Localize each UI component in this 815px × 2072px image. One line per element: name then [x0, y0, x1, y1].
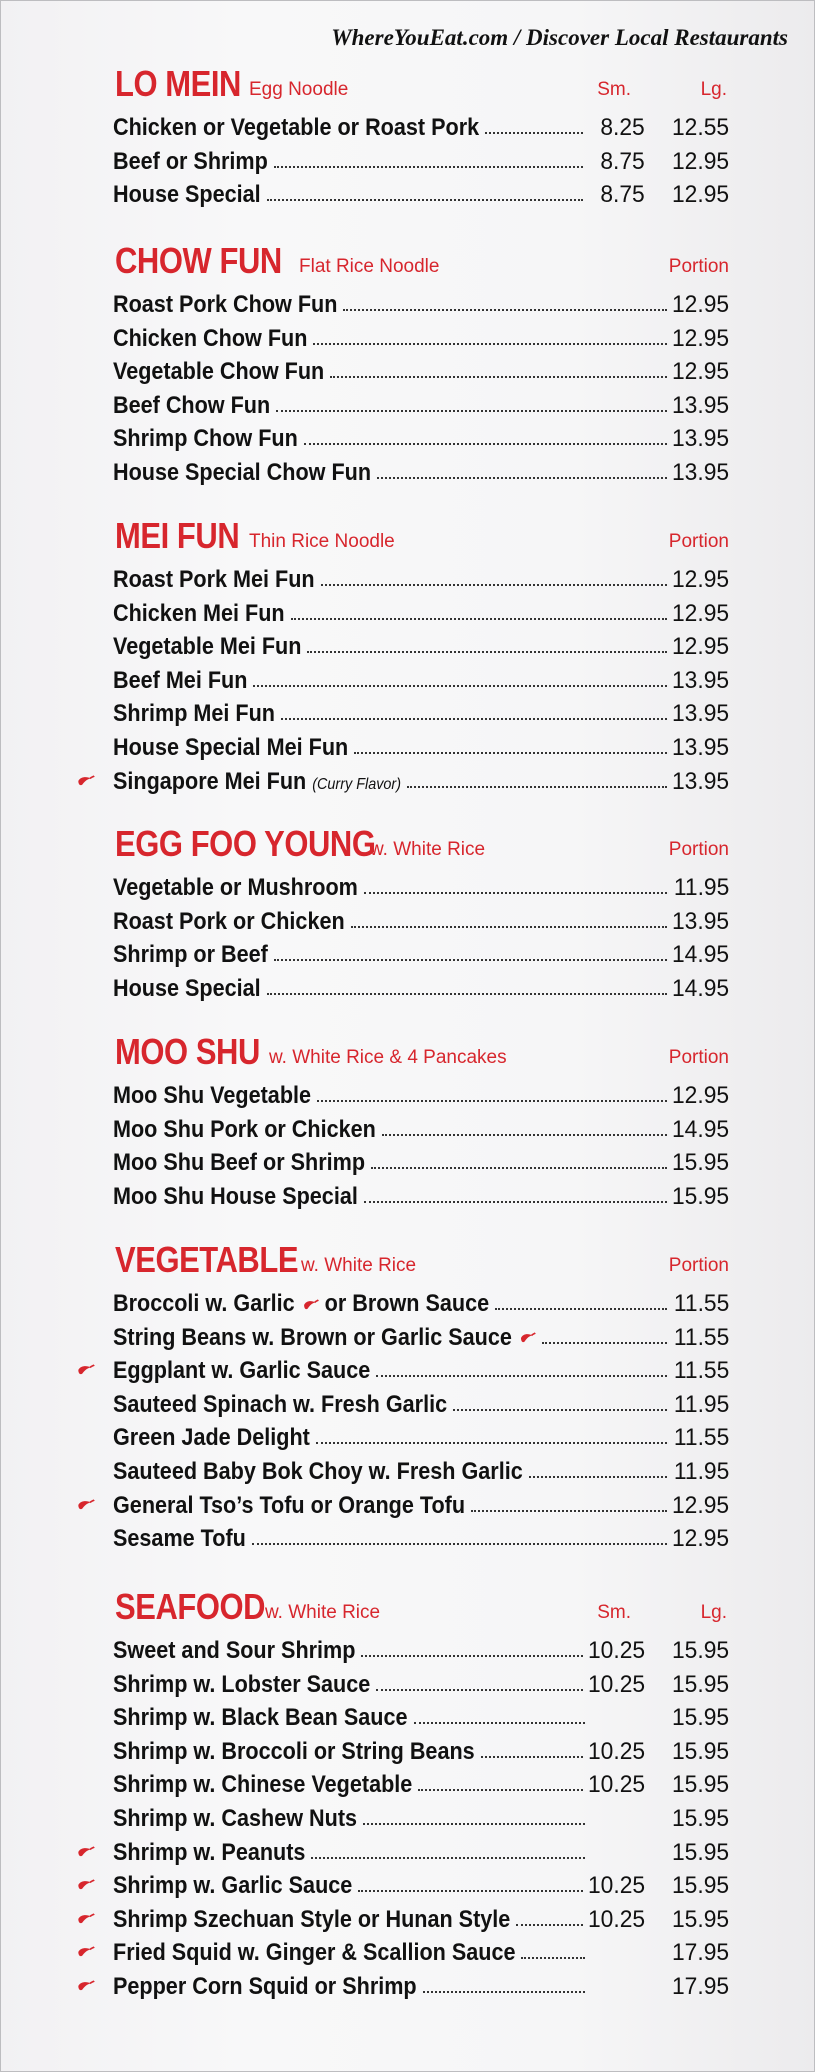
menu-item-row	[113, 1354, 729, 1388]
menu-item-name	[113, 1522, 246, 1556]
price-small: 10.25	[587, 1872, 645, 1900]
menu-item-row	[113, 1768, 729, 1802]
menu-item-name-text: Pepper Corn Squid or Shrimp	[113, 1972, 417, 2000]
menu-item-name-text: Shrimp or Beef	[113, 941, 268, 969]
dot-leader	[377, 475, 667, 479]
dot-leader	[423, 1989, 585, 1993]
menu-item-row	[113, 1522, 729, 1556]
chili-pepper-icon	[75, 1498, 95, 1512]
dot-leader	[267, 197, 583, 201]
menu-section-mei-fun	[113, 515, 729, 798]
section-header	[113, 1031, 729, 1079]
menu-item-name-text: Sauteed Spinach w. Fresh Garlic	[113, 1390, 448, 1418]
price-portion: 11.55	[673, 1357, 729, 1385]
dot-leader	[361, 1653, 583, 1657]
menu-item-name-text: House Special	[113, 181, 261, 209]
menu-item-row	[113, 1970, 729, 2004]
menu-item-name	[113, 1634, 355, 1668]
menu-item-name-text: Chicken Mei Fun	[113, 599, 285, 627]
menu-item-row	[113, 1421, 729, 1455]
menu-item-row	[113, 456, 729, 490]
menu-item-name	[113, 765, 401, 802]
menu-item-row	[113, 288, 729, 322]
section-subtitle: Flat Rice Noodle	[299, 256, 440, 277]
menu-item-name	[113, 905, 345, 939]
price-portion: 14.95	[671, 1115, 729, 1143]
price-portion: 12.95	[671, 1525, 729, 1553]
section-subtitle: w. White Rice	[301, 1255, 417, 1276]
menu-item-name-text: Vegetable Mei Fun	[113, 633, 302, 661]
chili-pepper-icon	[518, 1331, 536, 1345]
dot-leader	[354, 750, 667, 754]
price-portion: 13.95	[671, 700, 729, 728]
menu-item-name-text: Moo Shu House Special	[113, 1182, 358, 1210]
dot-leader	[516, 1922, 583, 1926]
dot-leader	[363, 1821, 585, 1825]
menu-item-row	[113, 322, 729, 356]
menu-item-name	[113, 145, 268, 179]
menu-item-name	[113, 1354, 370, 1388]
dot-leader	[276, 408, 667, 412]
price-portion: 14.95	[671, 974, 729, 1002]
menu-item-name	[113, 288, 337, 322]
menu-item-row	[113, 1936, 729, 1970]
price-portion: 13.95	[671, 767, 729, 795]
price-small: 8.25	[600, 114, 645, 141]
section-header	[113, 823, 729, 871]
menu-item-name-text: Moo Shu Pork or Chicken	[113, 1115, 376, 1143]
menu-item-name-text: Singapore Mei Fun	[113, 767, 307, 795]
menu-item-row	[113, 1113, 729, 1147]
menu-item-name-text: Beef or Shrimp	[113, 147, 268, 175]
menu-item-name	[113, 355, 324, 389]
menu-item-name	[113, 731, 348, 765]
price-portion: 13.95	[671, 458, 729, 486]
menu-item-row	[113, 630, 729, 664]
menu-item-name-text: Sauteed Baby Bok Choy w. Fresh Garlic	[113, 1457, 523, 1485]
menu-item-row	[113, 1869, 729, 1903]
dot-leader	[376, 1373, 667, 1377]
section-subtitle: w. White Rice	[370, 839, 486, 860]
dot-leader	[418, 1787, 583, 1791]
price-portion: 12.95	[671, 291, 729, 318]
dot-leader	[313, 341, 667, 345]
dot-leader	[281, 716, 667, 720]
menu-item-row	[113, 871, 729, 905]
menu-item-name	[113, 389, 270, 423]
chili-pepper-icon	[75, 1945, 95, 1959]
menu-item-name-text: Shrimp w. Chinese Vegetable	[113, 1771, 413, 1799]
price-large: 12.95	[671, 181, 729, 209]
menu-item-row	[113, 1489, 729, 1523]
menu-item-row	[113, 1321, 729, 1355]
dot-leader	[414, 1720, 585, 1724]
menu-item-name	[113, 1146, 365, 1180]
menu-item-name-text: House Special Mei Fun	[113, 733, 349, 761]
price-small: 8.75	[600, 147, 645, 175]
column-header-portion: Portion	[668, 256, 729, 277]
price-portion: 11.55	[673, 1290, 729, 1317]
menu-item-row	[113, 1455, 729, 1489]
menu-item-name	[113, 664, 247, 698]
menu-item-name	[113, 111, 479, 145]
menu-item-name	[113, 1287, 489, 1321]
menu-item-name-text: Eggplant w. Garlic Sauce	[113, 1357, 371, 1385]
section-title: EGG FOO YOUNG	[115, 823, 376, 864]
dot-leader	[274, 957, 667, 961]
price-large: 15.95	[671, 1704, 729, 1732]
menu-item-name-text: Shrimp Chow Fun	[113, 425, 298, 453]
column-header-large: Lg.	[700, 79, 727, 100]
column-header-large: Lg.	[700, 1602, 727, 1623]
menu-section-egg-foo-young	[113, 823, 729, 1005]
menu-item-row	[113, 422, 729, 456]
menu-section-vegetable	[113, 1239, 729, 1556]
menu-item-name	[113, 1455, 523, 1489]
menu-item-row	[113, 1735, 729, 1769]
menu-item-name-text: Sesame Tofu	[113, 1525, 246, 1553]
menu-item-note: (Curry Flavor)	[312, 775, 402, 793]
dot-leader	[316, 1440, 667, 1444]
menu-item-name	[113, 597, 285, 631]
section-subtitle: w. White Rice & 4 Pancakes	[269, 1047, 507, 1068]
menu-item-row	[113, 1634, 729, 1668]
price-portion: 11.95	[673, 1390, 729, 1418]
menu-item-name	[113, 1802, 357, 1836]
section-subtitle: Thin Rice Noodle	[249, 531, 395, 552]
dot-leader	[291, 616, 667, 620]
menu-item-name	[113, 1903, 510, 1937]
dot-leader	[351, 924, 667, 928]
price-portion: 15.95	[671, 1182, 729, 1210]
column-header-portion: Portion	[668, 1255, 729, 1276]
menu-item-name-text: Shrimp Szechuan Style or Hunan Style	[113, 1905, 511, 1933]
menu-item-row	[113, 1146, 729, 1180]
menu-item-row	[113, 905, 729, 939]
price-portion: 11.95	[673, 1457, 729, 1485]
chili-pepper-icon	[75, 1363, 95, 1377]
dot-leader	[485, 130, 583, 134]
price-large: 15.95	[671, 1670, 729, 1698]
price-portion: 12.95	[671, 358, 729, 386]
column-header-portion: Portion	[668, 531, 729, 552]
dot-leader	[330, 374, 667, 378]
dot-leader	[542, 1340, 667, 1344]
dot-leader	[407, 784, 667, 788]
chili-pepper-icon	[75, 1845, 95, 1859]
menu-item-row	[113, 731, 729, 765]
price-large: 15.95	[671, 1838, 729, 1866]
menu-item-name-text: Shrimp w. Cashew Nuts	[113, 1804, 358, 1832]
menu-section-moo-shu	[113, 1031, 729, 1213]
menu-item-name	[113, 697, 275, 731]
price-portion: 12.95	[671, 324, 729, 352]
chili-pepper-icon	[75, 1912, 95, 1926]
price-portion: 13.95	[671, 666, 729, 694]
section-subtitle: Egg Noodle	[249, 79, 349, 100]
menu-item-row	[113, 1388, 729, 1422]
dot-leader	[253, 683, 667, 687]
dot-leader	[307, 649, 667, 653]
price-portion: 12.95	[671, 566, 729, 593]
menu-item-row	[113, 563, 729, 597]
section-title: CHOW FUN	[115, 240, 282, 281]
menu-item-row	[113, 145, 729, 179]
menu-item-name	[113, 1388, 447, 1422]
price-portion: 14.95	[671, 941, 729, 969]
price-portion: 13.95	[671, 907, 729, 935]
price-portion: 11.95	[673, 874, 729, 901]
menu-item-name-text: Fried Squid w. Ginger & Scallion Sauce	[113, 1939, 516, 1967]
menu-item-row	[113, 1180, 729, 1214]
menu-item-name-text: Shrimp w. Peanuts	[113, 1838, 306, 1866]
dot-leader	[358, 1888, 583, 1892]
dot-leader	[304, 441, 667, 445]
menu-item-row	[113, 938, 729, 972]
menu-item-name-text: Broccoli w. Garlic	[113, 1290, 295, 1317]
price-large: 15.95	[671, 1872, 729, 1900]
menu-item-name-text: Roast Pork Chow Fun	[113, 291, 338, 318]
menu-item-name	[113, 1869, 352, 1903]
price-small: 10.25	[587, 1737, 645, 1765]
section-header	[113, 515, 729, 563]
dot-leader	[311, 1855, 585, 1859]
price-portion: 12.95	[671, 599, 729, 627]
column-header-small: Sm.	[597, 1602, 631, 1623]
menu-item-name	[113, 1421, 310, 1455]
menu-item-name	[113, 178, 261, 212]
price-portion: 12.95	[671, 1082, 729, 1109]
section-header	[113, 1586, 729, 1634]
menu-item-name	[113, 322, 307, 356]
price-large: 17.95	[671, 1972, 729, 2000]
menu-item-name-text: Shrimp w. Broccoli or String Beans	[113, 1737, 475, 1765]
menu-item-name-text: Roast Pork Mei Fun	[113, 566, 315, 593]
menu-item-name-text: Sweet and Sour Shrimp	[113, 1637, 356, 1664]
menu-item-row	[113, 389, 729, 423]
menu-item-name-text: Chicken or Vegetable or Roast Pork	[113, 114, 480, 141]
dot-leader	[364, 1199, 667, 1203]
menu-item-name	[113, 1836, 305, 1870]
menu-item-name	[113, 456, 371, 490]
menu-item-row	[113, 1802, 729, 1836]
price-portion: 11.55	[673, 1323, 729, 1351]
menu-item-row	[113, 178, 729, 212]
menu-item-name	[113, 1768, 412, 1802]
dot-leader	[274, 164, 583, 168]
price-large: 15.95	[671, 1737, 729, 1765]
menu-item-row	[113, 1701, 729, 1735]
menu-item-row	[113, 1668, 729, 1702]
menu-item-row	[113, 1287, 729, 1321]
price-large: 15.95	[671, 1905, 729, 1933]
section-title: SEAFOOD	[115, 1586, 266, 1627]
menu-item-name	[113, 630, 301, 664]
menu-item-row	[113, 1836, 729, 1870]
section-subtitle: w. White Rice	[265, 1602, 381, 1623]
menu-item-row	[113, 1079, 729, 1113]
section-title: VEGETABLE	[115, 1239, 299, 1280]
section-header	[113, 240, 729, 288]
menu-item-name-text: Beef Chow Fun	[113, 391, 271, 419]
price-large: 12.95	[671, 147, 729, 175]
menu-item-name-text: Shrimp Mei Fun	[113, 700, 275, 728]
menu-item-name-text: General Tso’s Tofu or Orange Tofu	[113, 1491, 466, 1519]
price-small: 10.25	[587, 1905, 645, 1933]
menu-item-name-text: Green Jade Delight	[113, 1424, 310, 1452]
dot-leader	[376, 1687, 583, 1691]
menu-item-name	[113, 938, 268, 972]
menu-item-name	[113, 972, 261, 1006]
dot-leader	[471, 1508, 667, 1512]
column-header-portion: Portion	[668, 839, 729, 860]
site-header: WhereYouEat.com / Discover Local Restaurants	[331, 25, 788, 50]
menu-item-name-text: Vegetable Chow Fun	[113, 358, 325, 386]
price-small: 8.75	[600, 181, 645, 209]
dot-leader	[371, 1165, 667, 1169]
menu-item-name-text: Moo Shu Vegetable	[113, 1082, 312, 1109]
menu-item-name	[113, 1936, 515, 1970]
menu-item-name-text: Shrimp w. Garlic Sauce	[113, 1872, 353, 1900]
dot-leader	[317, 1098, 667, 1102]
section-title: MEI FUN	[115, 515, 240, 556]
menu-item-name-text: Shrimp w. Lobster Sauce	[113, 1670, 371, 1698]
price-small: 10.25	[587, 1670, 645, 1698]
price-large: 15.95	[671, 1771, 729, 1799]
dot-leader	[343, 307, 667, 311]
column-header-portion: Portion	[668, 1047, 729, 1068]
menu-section-lo-mein	[113, 63, 729, 212]
dot-leader	[364, 890, 667, 894]
menu-item-name-text: Moo Shu Beef or Shrimp	[113, 1149, 366, 1177]
menu-item-row	[113, 765, 729, 799]
menu-item-name	[113, 1735, 475, 1769]
price-portion: 13.95	[671, 391, 729, 419]
menu-item-row	[113, 355, 729, 389]
menu-item-name	[113, 1970, 417, 2004]
menu-item-row	[113, 972, 729, 1006]
price-portion: 12.95	[671, 633, 729, 661]
chili-pepper-icon	[75, 774, 95, 788]
menu-section-chow-fun	[113, 240, 729, 490]
menu-item-name	[113, 563, 315, 597]
price-large: 15.95	[671, 1804, 729, 1832]
dot-leader	[521, 1955, 585, 1959]
price-small: 10.25	[587, 1637, 645, 1664]
menu-item-row	[113, 664, 729, 698]
menu-item-name	[113, 871, 358, 905]
menu-item-row	[113, 597, 729, 631]
menu-item-name-text: House Special Chow Fun	[113, 458, 372, 486]
price-portion: 13.95	[671, 425, 729, 453]
price-portion: 15.95	[671, 1149, 729, 1177]
price-large: 15.95	[671, 1637, 729, 1664]
chili-pepper-icon	[301, 1298, 319, 1312]
menu-item-name	[113, 1701, 408, 1735]
dot-leader	[382, 1132, 667, 1136]
menu-item-name-text: Beef Mei Fun	[113, 666, 248, 694]
price-portion: 12.95	[671, 1491, 729, 1519]
chili-pepper-icon	[75, 1878, 95, 1892]
menu-section-seafood	[113, 1586, 729, 2004]
menu-item-row	[113, 697, 729, 731]
menu-item-name-text: Shrimp w. Black Bean Sauce	[113, 1704, 408, 1732]
menu-item-row	[113, 111, 729, 145]
section-header	[113, 1239, 729, 1287]
menu-item-name	[113, 1321, 536, 1355]
menu-item-name	[113, 422, 298, 456]
price-large: 17.95	[671, 1939, 729, 1967]
price-small: 10.25	[587, 1771, 645, 1799]
dot-leader	[529, 1474, 667, 1478]
price-portion: 11.55	[673, 1424, 729, 1452]
dot-leader	[453, 1407, 667, 1411]
dot-leader	[495, 1306, 667, 1310]
menu-item-name	[113, 1668, 370, 1702]
menu-item-name	[113, 1489, 465, 1523]
price-large: 12.55	[671, 114, 729, 141]
menu-item-row	[113, 1903, 729, 1937]
menu-item-name-text: House Special	[113, 974, 261, 1002]
menu-item-name-text: Chicken Chow Fun	[113, 324, 308, 352]
dot-leader	[267, 991, 667, 995]
column-header-small: Sm.	[597, 79, 631, 100]
chili-pepper-icon	[75, 1979, 95, 1993]
price-portion: 13.95	[671, 733, 729, 761]
section-title: MOO SHU	[115, 1031, 260, 1072]
menu-item-name	[113, 1180, 358, 1214]
menu-item-name-continued: or Brown Sauce	[324, 1290, 490, 1317]
menu-item-name	[113, 1079, 311, 1113]
section-title: LO MEIN	[115, 63, 241, 104]
menu-item-name-text: String Beans w. Brown or Garlic Sauce	[113, 1323, 512, 1351]
menu-item-name	[113, 1113, 376, 1147]
dot-leader	[481, 1754, 583, 1758]
section-header	[113, 63, 729, 111]
dot-leader	[252, 1541, 667, 1545]
dot-leader	[321, 582, 667, 586]
menu-item-name-text: Vegetable or Mushroom	[113, 874, 358, 901]
menu-item-name-text: Roast Pork or Chicken	[113, 907, 345, 935]
